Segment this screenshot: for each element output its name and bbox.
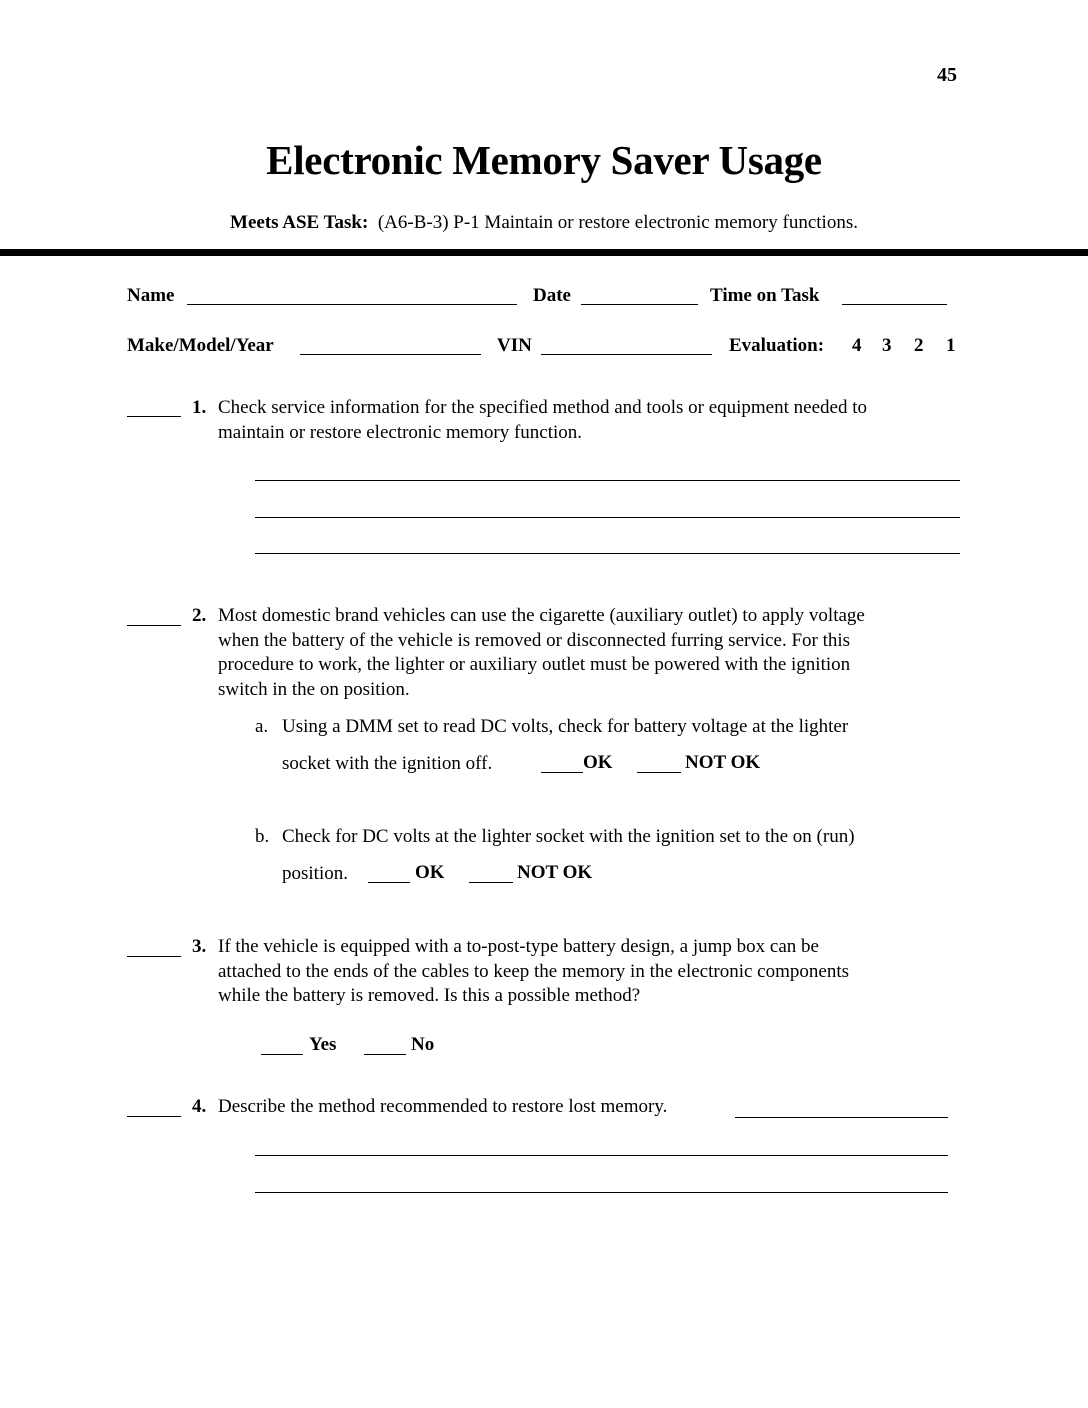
question-1-line: maintain or restore electronic memory function. bbox=[218, 421, 583, 443]
question-3-number: 3. bbox=[192, 936, 207, 957]
make-model-year-label: Make/Model/Year bbox=[127, 335, 274, 356]
question-4-answer-line[interactable] bbox=[255, 1192, 948, 1193]
question-2-line: Most domestic brand vehicles can use the cigarette (auxiliary outlet) to apply voltage bbox=[218, 605, 865, 626]
question-2b-text-line2: position. bbox=[282, 863, 348, 884]
question-2-text bbox=[218, 604, 865, 702]
question-3-text bbox=[218, 935, 849, 1009]
question-2-number: 2. bbox=[192, 605, 207, 626]
question-2b-letter: b. bbox=[255, 826, 270, 847]
date-field[interactable] bbox=[581, 304, 698, 305]
question-1-line: Check service information for the specified method and tools or equipment needed to bbox=[218, 397, 867, 418]
question-3-line: If the vehicle is equipped with a to-post-type battery design, a jump box can be bbox=[218, 936, 819, 957]
question-2-line: procedure to work, the lighter or auxiliary outlet must be powered with the ignition bbox=[218, 654, 851, 675]
ase-task-label: Meets ASE Task: bbox=[230, 212, 369, 233]
question-4-text: Describe the method recommended to restore lost memory. bbox=[218, 1096, 668, 1117]
ase-task-description: (A6-B-3) P-1 Maintain or restore electronic memory functions. bbox=[377, 212, 858, 233]
question-2a-letter: a. bbox=[255, 716, 269, 737]
question-2b-ok-blank[interactable] bbox=[368, 882, 410, 883]
question-2b-not-ok-label: NOT OK bbox=[517, 862, 593, 883]
name-field[interactable] bbox=[187, 304, 517, 305]
question-2b-ok-label: OK bbox=[415, 862, 445, 883]
header-divider bbox=[0, 249, 1088, 256]
page-title: Electronic Memory Saver Usage bbox=[266, 137, 822, 183]
question-2a-text-line1: Using a DMM set to read DC volts, check for battery voltage at the lighter bbox=[282, 716, 849, 737]
time-on-task-field[interactable] bbox=[842, 304, 947, 305]
question-1-answer-line[interactable] bbox=[255, 480, 960, 481]
question-2a-ok-label: OK bbox=[583, 752, 613, 773]
question-2-score-blank[interactable] bbox=[127, 625, 181, 626]
evaluation-option-3[interactable]: 3 bbox=[882, 335, 892, 356]
question-2a-text-line2: socket with the ignition off. bbox=[282, 753, 493, 774]
evaluation-option-2[interactable]: 2 bbox=[914, 335, 924, 356]
question-3-yes-label: Yes bbox=[309, 1034, 337, 1055]
question-1-number: 1. bbox=[192, 397, 207, 418]
evaluation-option-4[interactable]: 4 bbox=[852, 335, 862, 356]
question-2a-not-ok-label: NOT OK bbox=[685, 752, 761, 773]
evaluation-label: Evaluation: bbox=[729, 335, 825, 356]
question-2a-ok-blank[interactable] bbox=[541, 772, 583, 773]
question-4-answer-line[interactable] bbox=[735, 1117, 948, 1118]
question-3-yes-blank[interactable] bbox=[261, 1054, 303, 1055]
question-2a-not-ok-blank[interactable] bbox=[637, 772, 681, 773]
time-on-task-label: Time on Task bbox=[710, 285, 820, 306]
question-3-no-blank[interactable] bbox=[364, 1054, 406, 1055]
name-label: Name bbox=[127, 285, 175, 306]
question-2b-not-ok-blank[interactable] bbox=[469, 882, 513, 883]
evaluation-option-1[interactable]: 1 bbox=[946, 335, 956, 356]
question-1-text bbox=[218, 396, 867, 445]
question-2b-text-line1: Check for DC volts at the lighter socket with the ignition set to the on (run) bbox=[282, 826, 855, 847]
question-3-line: while the battery is removed. Is this a possible method? bbox=[218, 985, 641, 1006]
question-4-number: 4. bbox=[192, 1096, 207, 1117]
question-1-score-blank[interactable] bbox=[127, 416, 181, 417]
question-4-answer-line[interactable] bbox=[255, 1155, 948, 1156]
make-model-year-field[interactable] bbox=[300, 354, 481, 355]
vin-field[interactable] bbox=[541, 354, 712, 355]
page-number: 45 bbox=[937, 64, 957, 86]
question-3-line: attached to the ends of the cables to keep the memory in the electronic components bbox=[218, 960, 849, 982]
question-4-score-blank[interactable] bbox=[127, 1116, 181, 1117]
date-label: Date bbox=[533, 285, 571, 306]
question-3-no-label: No bbox=[411, 1034, 435, 1055]
question-1-answer-line[interactable] bbox=[255, 517, 960, 518]
vin-label: VIN bbox=[497, 335, 532, 356]
question-3-score-blank[interactable] bbox=[127, 956, 181, 957]
question-2-line: switch in the on position. bbox=[218, 678, 410, 700]
question-2-line: when the battery of the vehicle is removed or disconnected furring service. For this bbox=[218, 629, 851, 651]
question-1-answer-line[interactable] bbox=[255, 553, 960, 554]
ase-task-line bbox=[0, 212, 1088, 234]
